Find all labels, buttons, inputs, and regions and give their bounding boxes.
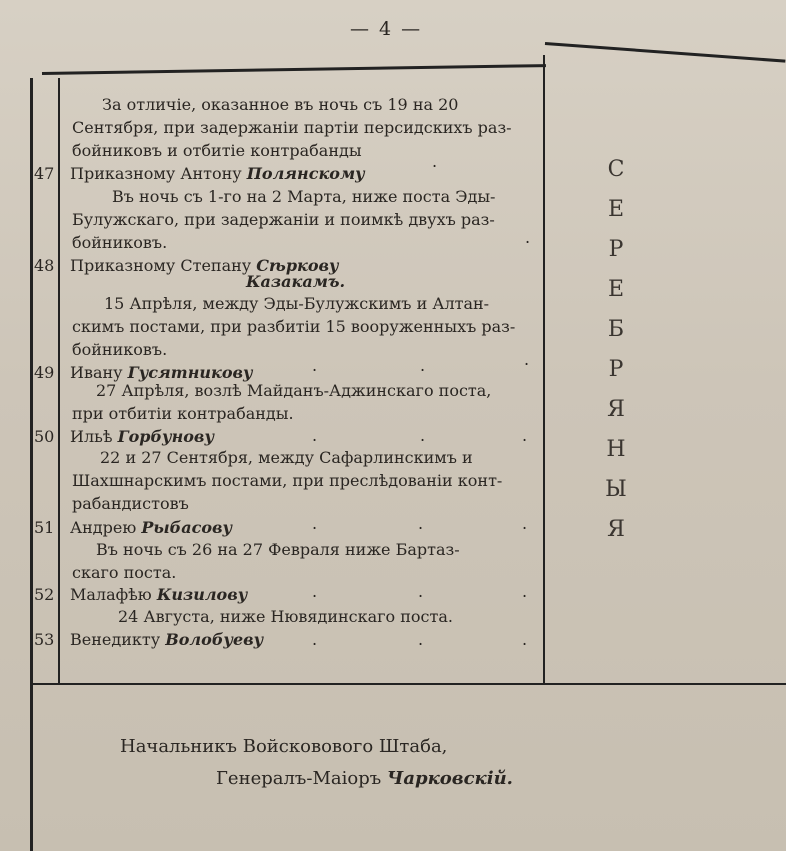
entry-number-53: 53 [34,630,55,649]
entry-48-rank: Приказному Степану [70,256,257,275]
medal-type-sidebar-label: СЕРЕБРЯНЫЯ [605,157,629,542]
entry-49-recipient [70,363,253,382]
entry-50-name: Горбунову [117,427,215,446]
top-rule-right [545,42,786,63]
leader-dot: . [312,514,318,533]
entry-number-50: 50 [34,427,55,446]
leader-dot: . [420,356,426,375]
entry-51-name: Рыбасову [141,518,233,537]
leader-dot: . [312,582,318,601]
entry-49-desc-1: 27 Апрѣля, возлѣ Майданъ-Аджинскаго поста, [96,381,492,400]
entry-50-desc-1: 22 и 27 Сентября, между Сафарлинскимъ и [100,448,473,467]
entry-52-name: Кизилову [156,585,248,604]
left-rule-outer [30,78,33,851]
leader-dot: . [522,630,528,649]
signature-name: Чарковскій. [386,768,513,789]
leader-dot: . [522,514,528,533]
entry-47-desc-1: Въ ночь съ 1-го на 2 Марта, ниже поста Эды- [112,187,496,206]
entry-47-rank: Приказному Антону [70,164,247,183]
entry-50-desc-2: Шахшнарскимъ постами, при преслѣдованіи конт- [72,471,503,490]
entry-number-52: 52 [34,585,55,604]
entry-number-48: 48 [34,256,55,275]
entry-52-rank: Малафѣю [70,585,157,604]
entry-51-recipient [70,518,232,537]
entry-49-desc-2: при отбитіи контрабанды. [72,404,294,423]
entry-53-name: Волобуеву [165,630,264,649]
entry-47-recipient [70,164,365,183]
leader-dot: . [522,426,528,445]
signature-line-1: Начальникъ Войсковового Штаба, [120,736,448,757]
entry-50-desc-3: рабандистовъ [72,494,189,513]
entry-intro-line-3: бойниковъ и отбитіе контрабанды [72,141,362,160]
leader-dot: . [312,426,318,445]
page-number: — 4 — [350,18,423,40]
entry-50-recipient [70,427,214,446]
leader-dot: . [420,426,426,445]
entry-53-recipient [70,630,263,649]
left-rule-inner [58,78,60,683]
entry-47-desc-3: бойниковъ. [72,233,168,252]
entry-number-51: 51 [34,518,55,537]
entry-49-name: Гусятникову [127,363,253,382]
signature-rank: Генералъ-Маіоръ [216,768,387,789]
signature-line-2 [216,768,513,789]
section-heading-kazakam: Казакамъ. [246,272,346,291]
entry-52-desc-1: 24 Августа, ниже Нювядинскаго поста. [118,607,453,626]
leader-dot: . [418,630,424,649]
entry-intro-line-1: За отличіе, оказанное въ ночь съ 19 на 20 [102,95,459,114]
entry-48-desc-3: бойниковъ. [72,340,168,359]
leader-dot: . [418,582,424,601]
entry-47-desc-2: Булужскаго, при задержаніи и поимкѣ двухъ раз- [72,210,495,229]
entry-51-desc-2: скаго поста. [72,563,177,582]
leader-dot: . [312,630,318,649]
entry-number-49: 49 [34,363,55,382]
entry-48-name: Сѣркову [256,256,339,275]
leader-dot: . [432,152,438,171]
entry-48-desc-2: скимъ постами, при разбитіи 15 вооруженныхъ раз- [72,317,516,336]
leader-dot: . [525,228,531,247]
entry-number-47: 47 [34,164,55,183]
entry-50-rank: Ильѣ [70,427,118,446]
entry-51-desc-1: Въ ночь съ 26 на 27 Февраля ниже Бартаз- [96,540,460,559]
entry-47-name: Полянскому [246,164,365,183]
entry-52-recipient [70,585,247,604]
column-rule [543,55,545,685]
entry-51-rank: Андрею [70,518,142,537]
leader-dot: . [522,582,528,601]
leader-dot: . [418,514,424,533]
entry-intro-line-2: Сентября, при задержаніи партіи персидскихъ раз- [72,118,512,137]
entry-49-rank: Ивану [70,363,128,382]
leader-dot: . [312,356,318,375]
entry-53-rank: Венедикту [70,630,166,649]
leader-dot: . [524,350,530,369]
bottom-rule [30,683,786,685]
top-rule [42,64,546,75]
entry-48-desc-1: 15 Апрѣля, между Эды-Булужскимъ и Алтан- [104,294,490,313]
